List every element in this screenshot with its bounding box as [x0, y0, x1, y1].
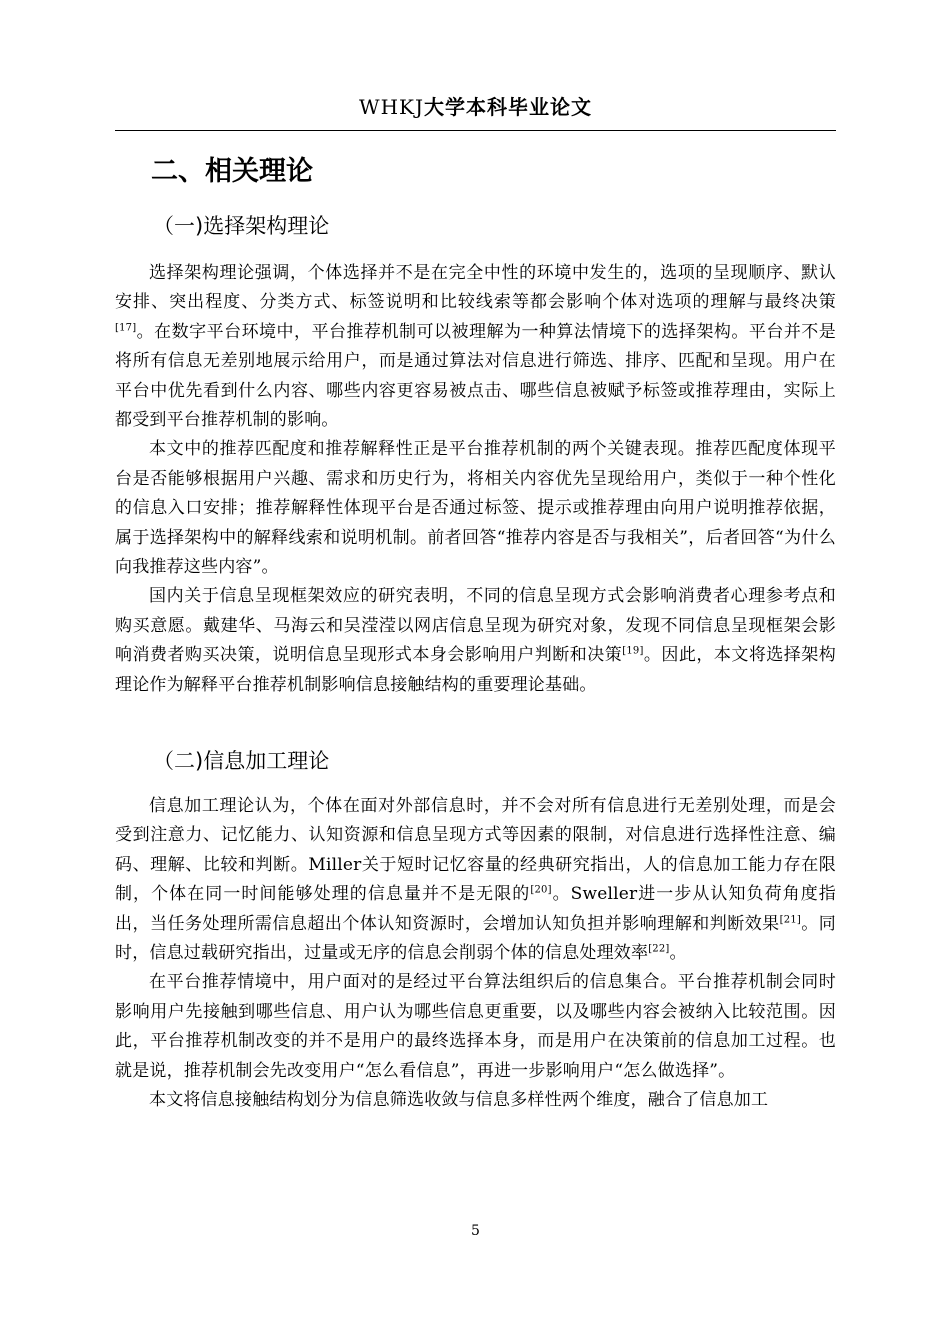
citation: [17]: [115, 322, 137, 334]
subsection-title-information-processing: （二)信息加工理论: [153, 749, 330, 773]
citation: [22]: [648, 943, 670, 955]
citation: [20]: [530, 884, 552, 896]
citation: [21]: [779, 913, 801, 925]
subsection-body-information-processing: [115, 792, 836, 1115]
paragraph: 选择架构理论强调，个体选择并不是在完全中性的环境中发生的，选项的呈现顺序、默认安排、突出程度、分类方式、标签说明和比较线索等都会影响个体对选项的理解与最终决策[17]。在数字平台环境中，平台推荐机制可以被理解为一种算法情境下的选择架构。平台并不是将所有信息无差别地展示给用户，而是通过算法对信息进行筛选、排序、匹配和呈现。用户在平台中优先看到什么内容、哪些内容更容易被点击、哪些信息被赋予标签或推荐理由，实际上都受到平台推荐机制的影响。: [115, 263, 836, 431]
paragraph: 在平台推荐情境中，用户面对的是经过平台算法组织后的信息集合。平台推荐机制会同时影响用户先接触到哪些信息、用户认为哪些信息更重要，以及哪些内容会被纳入比较范围。因此，平台推荐机制改变的并不是用户的最终选择本身，而是用户在决策前的信息加工过程。也就是说，推荐机制会先改变用户“怎么看信息”，再进一步影响用户“怎么做选择”。: [115, 972, 836, 1081]
header-university: 大学本科毕业论文: [423, 95, 592, 119]
section-title: 二、相关理论: [151, 156, 313, 187]
running-header: [115, 95, 836, 119]
page-number: 5: [471, 1223, 480, 1239]
header-rule: [115, 130, 836, 131]
paragraph: 国内关于信息呈现框架效应的研究表明，不同的信息呈现方式会影响消费者心理参考点和购买意愿。戴建华、马海云和吴滢滢以网店信息呈现为研究对象，发现不同信息呈现框架会影响消费者购买决策，说明信息呈现形式本身会影响用户判断和决策[19]。因此，本文将选择架构理论作为解释平台推荐机制影响信息接触结构的重要理论基础。: [115, 586, 836, 695]
subsection-body-choice-architecture: [115, 259, 836, 700]
paragraph: 本文将信息接触结构划分为信息筛选收敛与信息多样性两个维度，融合了信息加工: [149, 1090, 769, 1111]
citation: [19]: [622, 645, 644, 657]
header-prefix: WHKJ: [359, 95, 424, 119]
subsection-title-choice-architecture: （一)选择架构理论: [153, 214, 330, 238]
paragraph: 本文中的推荐匹配度和推荐解释性正是平台推荐机制的两个关键表现。推荐匹配度体现平台是否能够根据用户兴趣、需求和历史行为，将相关内容优先呈现给用户，类似于一种个性化的信息入口安排；推荐解释性体现平台是否通过标签、提示或推荐理由向用户说明推荐依据，属于选择架构中的解释线索和说明机制。前者回答“推荐内容是否与我相关”，后者回答“为什么向我推荐这些内容”。: [115, 439, 836, 578]
paragraph: 信息加工理论认为，个体在面对外部信息时，并不会对所有信息进行无差别处理，而是会受到注意力、记忆能力、认知资源和信息呈现方式等因素的限制，对信息进行选择性注意、编码、理解、比较和判断。Miller关于短时记忆容量的经典研究指出，人的信息加工能力存在限制，个体在同一时间能够处理的信息量并不是无限的[20]。Sweller进一步从认知负荷角度指出，当任务处理所需信息超出个体认知资源时，会增加认知负担并影响理解和判断效果[21]。同时，信息过载研究指出，过量或无序的信息会削弱个体的信息处理效率[22]。: [115, 796, 836, 964]
